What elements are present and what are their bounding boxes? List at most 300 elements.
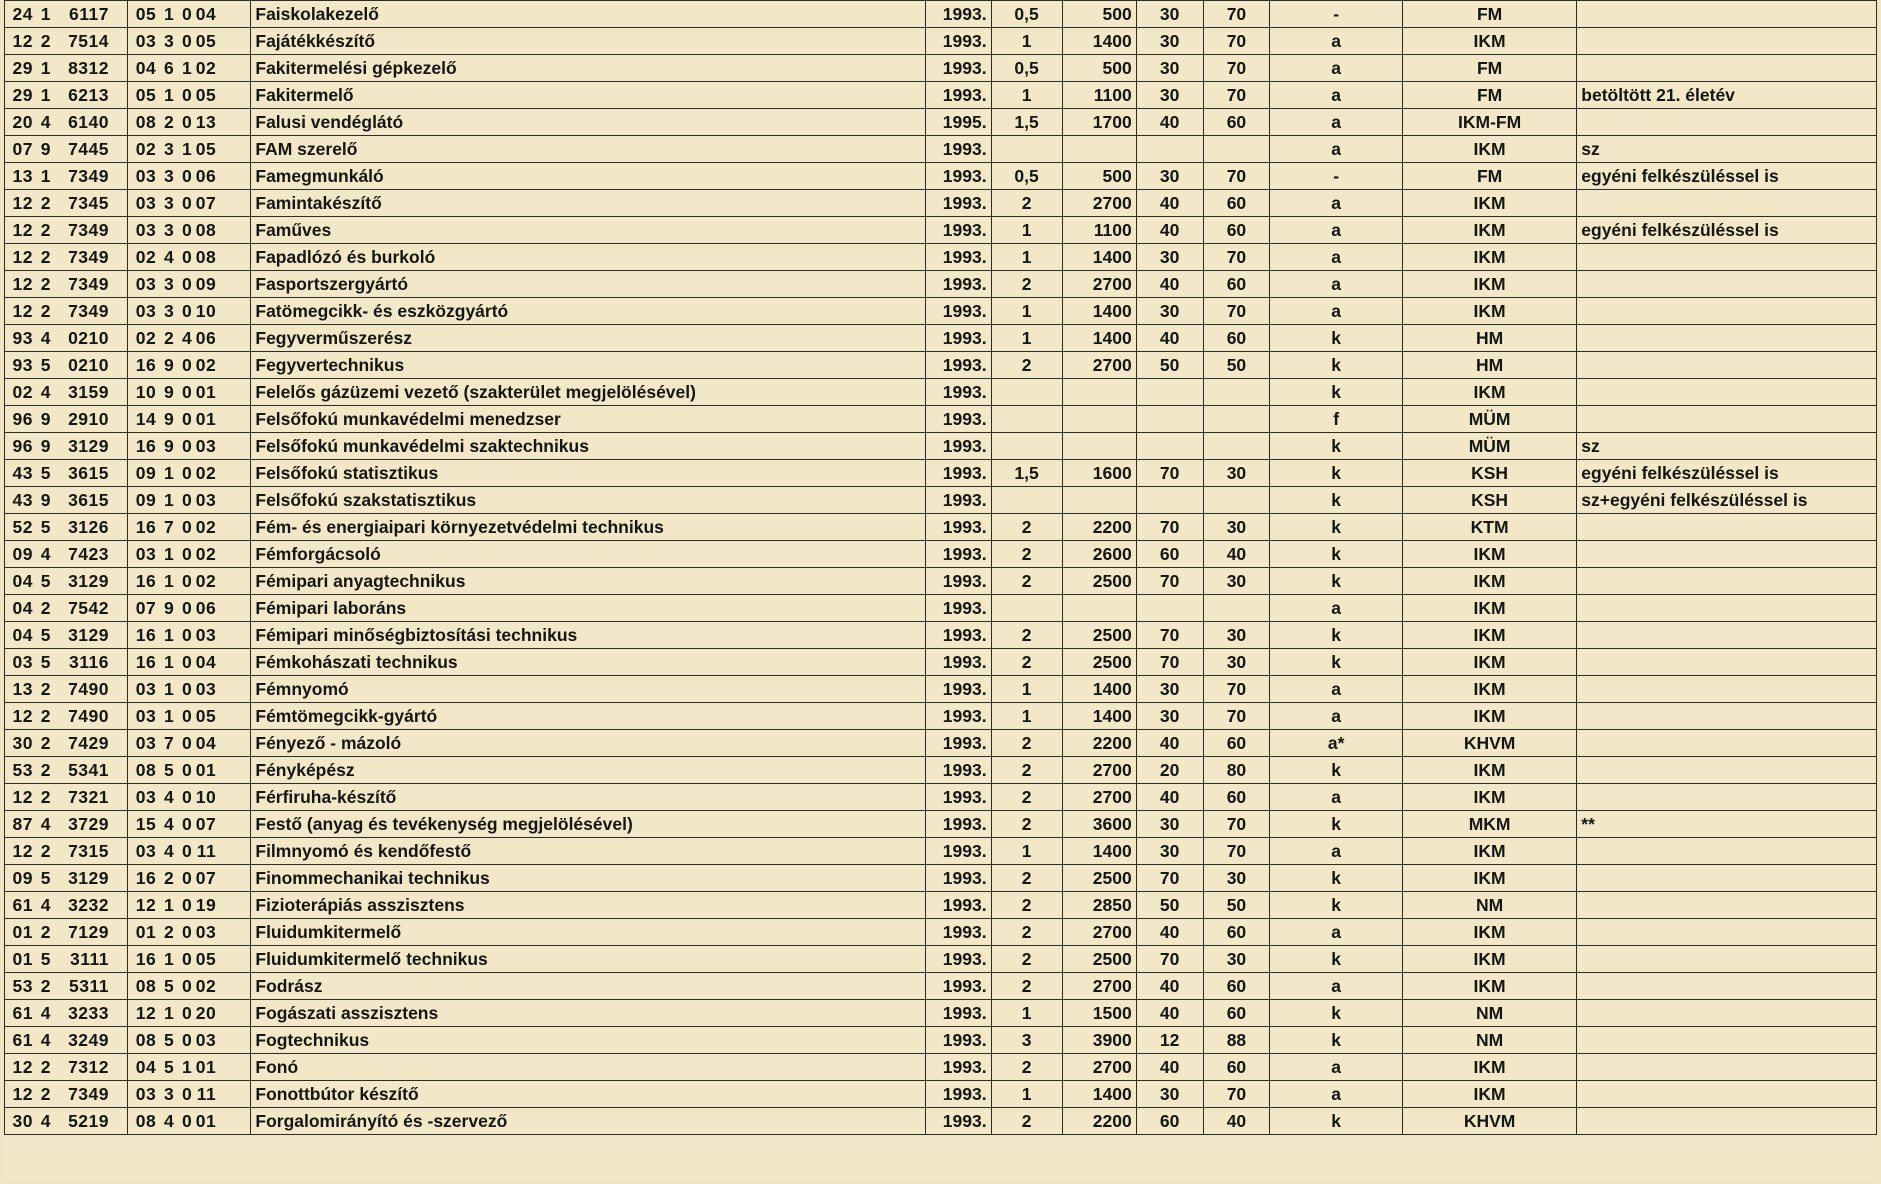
hours-cell [1062, 1108, 1136, 1135]
hours-cell [1062, 136, 1136, 163]
year-cell [925, 352, 991, 379]
theory-value: 30 [1159, 814, 1180, 834]
duration-value: 2 [1021, 814, 1032, 834]
register-number-part: 1 [181, 58, 193, 78]
theory-cell [1136, 82, 1203, 109]
hours-cell [1062, 190, 1136, 217]
register-number-part: 05 [195, 85, 217, 105]
occupation-code-part: 2 [40, 679, 51, 699]
occupation-code-part: 2 [40, 274, 51, 294]
register-number-cell [128, 433, 251, 460]
occupation-code-part: 07 [12, 139, 33, 159]
practice-value: 40 [1226, 1111, 1247, 1131]
authority-value: NM [1475, 1003, 1504, 1023]
table-row [5, 406, 1877, 433]
hours-cell [1062, 163, 1136, 190]
hours-cell [1062, 676, 1136, 703]
register-number-cell [128, 757, 251, 784]
register-number-part: 0 [181, 463, 193, 483]
note-cell [1577, 568, 1877, 595]
occupation-name-cell [251, 649, 925, 676]
register-number-cell [128, 946, 251, 973]
occupation-code-cell [5, 514, 128, 541]
hours-value: 2200 [1092, 517, 1132, 537]
authority-cell [1402, 298, 1576, 325]
practice-value: 60 [1226, 328, 1247, 348]
theory-cell [1136, 217, 1203, 244]
table-row [5, 1, 1877, 28]
theory-value: 30 [1159, 841, 1180, 861]
type-value: k [1331, 1111, 1341, 1131]
authority-cell [1402, 1081, 1576, 1108]
occupation-name-cell [251, 865, 925, 892]
authority-cell [1402, 55, 1576, 82]
year-cell [925, 757, 991, 784]
practice-cell [1203, 487, 1270, 514]
occupation-name: Fémtömegcikk-gyártó [255, 706, 438, 726]
table-row [5, 730, 1877, 757]
year-value: 1993. [942, 4, 987, 24]
register-number-part: 0 [181, 733, 193, 753]
type-value: a [1331, 31, 1341, 51]
hours-value: 1400 [1092, 328, 1132, 348]
occupation-code-part: 3233 [68, 1003, 109, 1023]
occupation-code-part: 3159 [68, 382, 109, 402]
register-number-part: 6 [163, 58, 175, 78]
note-cell [1577, 28, 1877, 55]
type-cell [1270, 1000, 1403, 1027]
register-number-part: 01 [135, 922, 157, 942]
register-number-part: 04 [195, 4, 217, 24]
hours-cell [1062, 1000, 1136, 1027]
practice-value: 60 [1226, 1003, 1247, 1023]
authority-cell [1402, 1054, 1576, 1081]
occupation-name-cell [251, 1054, 925, 1081]
occupation-name: Famintakészítő [255, 193, 382, 213]
occupation-code-part: 2 [40, 31, 51, 51]
year-value: 1993. [942, 355, 987, 375]
register-number-part: 0 [181, 1003, 193, 1023]
year-value: 1993. [942, 922, 987, 942]
practice-value: 30 [1226, 463, 1247, 483]
register-number-cell [128, 1027, 251, 1054]
table-row [5, 514, 1877, 541]
occupation-code-part: 7490 [68, 679, 109, 699]
practice-value: 60 [1226, 1057, 1247, 1077]
year-cell [925, 379, 991, 406]
occupation-code-part: 7514 [68, 31, 109, 51]
register-number-cell [128, 487, 251, 514]
practice-value: 60 [1226, 976, 1247, 996]
practice-cell [1203, 1081, 1270, 1108]
authority-cell [1402, 244, 1576, 271]
table-row [5, 703, 1877, 730]
note-value: sz [1581, 139, 1600, 159]
occupation-name-cell [251, 352, 925, 379]
register-number-part: 16 [135, 625, 157, 645]
note-cell [1577, 136, 1877, 163]
occupation-code-part: 96 [12, 436, 33, 456]
year-cell [925, 676, 991, 703]
type-cell [1270, 271, 1403, 298]
year-value: 1993. [942, 1057, 987, 1077]
occupation-code-part: 12 [12, 301, 33, 321]
hours-cell [1062, 217, 1136, 244]
note-cell [1577, 1027, 1877, 1054]
register-number-part: 0 [181, 517, 193, 537]
practice-cell [1203, 82, 1270, 109]
hours-cell [1062, 325, 1136, 352]
year-cell [925, 622, 991, 649]
occupation-code-cell [5, 595, 128, 622]
register-number-part: 09 [195, 274, 217, 294]
occupation-name-cell [251, 109, 925, 136]
register-number-part: 20 [195, 1003, 217, 1023]
table-row [5, 622, 1877, 649]
occupation-code-part: 3129 [68, 625, 109, 645]
practice-cell [1203, 28, 1270, 55]
duration-value: 2 [1021, 733, 1032, 753]
register-number-part: 1 [163, 571, 175, 591]
duration-value: 1 [1021, 706, 1032, 726]
occupation-name: Filmnyomó és kendőfestő [255, 841, 472, 861]
type-cell [1270, 514, 1403, 541]
authority-cell [1402, 649, 1576, 676]
occupation-name: Faiskolakezelő [255, 4, 379, 24]
hours-cell [1062, 622, 1136, 649]
occupation-code-part: 13 [12, 166, 33, 186]
table-row [5, 676, 1877, 703]
authority-value: IKM-FM [1458, 112, 1522, 132]
theory-value: 20 [1159, 760, 1180, 780]
register-number-part: 01 [195, 760, 217, 780]
occupation-code-part: 12 [12, 31, 33, 51]
duration-cell [991, 163, 1062, 190]
duration-cell [991, 406, 1062, 433]
occupation-code-part: 7490 [68, 706, 109, 726]
type-value: - [1333, 4, 1340, 24]
year-cell [925, 811, 991, 838]
occupation-code-cell [5, 325, 128, 352]
authority-value: IKM [1473, 1084, 1506, 1104]
occupation-name: Fémforgácsoló [255, 544, 381, 564]
year-value: 1993. [942, 841, 987, 861]
hours-value: 1500 [1092, 1003, 1132, 1023]
table-row [5, 136, 1877, 163]
register-number-part: 01 [195, 409, 217, 429]
register-number-part: 06 [195, 328, 217, 348]
occupation-code-part: 04 [12, 571, 33, 591]
register-number-part: 3 [163, 193, 175, 213]
theory-value: 40 [1159, 193, 1180, 213]
type-value: k [1331, 949, 1341, 969]
hours-cell [1062, 811, 1136, 838]
authority-value: IKM [1473, 220, 1506, 240]
theory-cell [1136, 379, 1203, 406]
duration-cell [991, 28, 1062, 55]
register-number-cell [128, 190, 251, 217]
register-number-part: 08 [195, 247, 217, 267]
hours-value: 2200 [1092, 1111, 1132, 1131]
practice-cell [1203, 1108, 1270, 1135]
year-cell [925, 1108, 991, 1135]
practice-cell [1203, 892, 1270, 919]
duration-cell [991, 1027, 1062, 1054]
year-cell [925, 28, 991, 55]
register-number-part: 4 [163, 1111, 175, 1131]
occupation-name: Fémnyomó [255, 679, 349, 699]
year-value: 1993. [942, 544, 987, 564]
duration-value: 1 [1021, 328, 1032, 348]
duration-cell [991, 1081, 1062, 1108]
duration-cell [991, 973, 1062, 1000]
register-number-cell [128, 352, 251, 379]
hours-value: 500 [1102, 4, 1132, 24]
occupation-name-cell [251, 1081, 925, 1108]
occupation-name: Felsőfokú statisztikus [255, 463, 439, 483]
hours-cell [1062, 28, 1136, 55]
register-number-part: 16 [135, 652, 157, 672]
authority-cell [1402, 1, 1576, 28]
duration-cell [991, 946, 1062, 973]
practice-value: 70 [1226, 706, 1247, 726]
hours-value: 1400 [1092, 679, 1132, 699]
register-number-part: 03 [135, 301, 157, 321]
theory-cell [1136, 1000, 1203, 1027]
duration-value: 2 [1021, 274, 1032, 294]
table-row [5, 109, 1877, 136]
year-cell [925, 406, 991, 433]
practice-value: 70 [1226, 85, 1247, 105]
theory-value: 50 [1159, 895, 1180, 915]
occupation-code-cell [5, 946, 128, 973]
authority-value: FM [1476, 166, 1503, 186]
occupation-code-part: 2 [40, 193, 51, 213]
practice-value: 60 [1226, 193, 1247, 213]
year-value: 1993. [942, 247, 987, 267]
authority-cell [1402, 757, 1576, 784]
table-row [5, 352, 1877, 379]
occupation-code-part: 12 [12, 1084, 33, 1104]
occupation-code-cell [5, 109, 128, 136]
theory-value: 40 [1159, 787, 1180, 807]
year-value: 1993. [942, 436, 987, 456]
year-value: 1993. [942, 382, 987, 402]
occupation-code-part: 2910 [68, 409, 109, 429]
type-cell [1270, 28, 1403, 55]
occupation-code-part: 3126 [68, 517, 109, 537]
register-number-part: 4 [181, 328, 193, 348]
register-number-cell [128, 703, 251, 730]
type-cell [1270, 1054, 1403, 1081]
authority-value: IKM [1473, 139, 1506, 159]
register-number-cell [128, 244, 251, 271]
type-cell [1270, 55, 1403, 82]
occupation-code-part: 4 [40, 1030, 51, 1050]
theory-cell [1136, 190, 1203, 217]
register-number-cell [128, 460, 251, 487]
hours-cell [1062, 568, 1136, 595]
occupation-code-part: 29 [12, 85, 33, 105]
duration-value: 3 [1021, 1030, 1032, 1050]
duration-cell [991, 55, 1062, 82]
authority-value: IKM [1473, 274, 1506, 294]
type-value: k [1331, 652, 1341, 672]
authority-cell [1402, 730, 1576, 757]
type-cell [1270, 325, 1403, 352]
year-value: 1993. [942, 949, 987, 969]
register-number-cell [128, 811, 251, 838]
type-cell [1270, 136, 1403, 163]
register-number-part: 0 [181, 247, 193, 267]
occupation-code-cell [5, 892, 128, 919]
note-cell [1577, 487, 1877, 514]
occupation-code-part: 7349 [68, 301, 109, 321]
duration-value: 2 [1021, 787, 1032, 807]
register-number-part: 0 [181, 436, 193, 456]
year-cell [925, 460, 991, 487]
occupation-name: Férfiruha-készítő [255, 787, 397, 807]
register-number-cell [128, 514, 251, 541]
occupation-name-cell [251, 433, 925, 460]
duration-value: 2 [1021, 355, 1032, 375]
practice-cell [1203, 109, 1270, 136]
register-number-part: 1 [163, 706, 175, 726]
year-value: 1993. [942, 1003, 987, 1023]
theory-cell [1136, 541, 1203, 568]
register-number-part: 02 [135, 139, 157, 159]
authority-value: IKM [1473, 652, 1506, 672]
register-number-part: 02 [195, 58, 217, 78]
hours-value: 2500 [1092, 625, 1132, 645]
hours-cell [1062, 244, 1136, 271]
register-number-part: 03 [135, 787, 157, 807]
occupation-code-cell [5, 1108, 128, 1135]
hours-cell [1062, 649, 1136, 676]
table-row [5, 757, 1877, 784]
year-cell [925, 136, 991, 163]
hours-cell [1062, 109, 1136, 136]
authority-cell [1402, 838, 1576, 865]
register-number-part: 10 [195, 301, 217, 321]
occupation-code-part: 2 [40, 760, 51, 780]
occupation-code-part: 9 [40, 409, 51, 429]
duration-value: 0,5 [1014, 58, 1039, 78]
occupation-name-cell [251, 676, 925, 703]
year-value: 1993. [942, 1084, 987, 1104]
type-cell [1270, 622, 1403, 649]
theory-value: 30 [1159, 31, 1180, 51]
hours-value: 2500 [1092, 571, 1132, 591]
authority-value: KSH [1471, 490, 1509, 510]
register-number-part: 9 [163, 382, 175, 402]
duration-cell [991, 271, 1062, 298]
occupation-code-cell [5, 352, 128, 379]
occupation-code-part: 3249 [68, 1030, 109, 1050]
duration-cell [991, 1108, 1062, 1135]
occupation-code-part: 2 [40, 1084, 51, 1104]
type-cell [1270, 190, 1403, 217]
type-value: a [1331, 112, 1341, 132]
theory-cell [1136, 622, 1203, 649]
duration-cell [991, 757, 1062, 784]
register-number-part: 10 [135, 382, 157, 402]
authority-cell [1402, 406, 1576, 433]
duration-value: 2 [1021, 895, 1032, 915]
theory-value: 70 [1159, 625, 1180, 645]
duration-cell [991, 109, 1062, 136]
register-number-cell [128, 271, 251, 298]
type-cell [1270, 838, 1403, 865]
hours-cell [1062, 757, 1136, 784]
register-number-part: 1 [181, 139, 193, 159]
occupation-name: Fegyverműszerész [255, 328, 412, 348]
register-number-part: 06 [195, 598, 217, 618]
theory-cell [1136, 730, 1203, 757]
type-cell [1270, 676, 1403, 703]
register-number-part: 9 [163, 355, 175, 375]
authority-cell [1402, 865, 1576, 892]
occupation-code-part: 7349 [68, 220, 109, 240]
note-cell [1577, 622, 1877, 649]
note-cell [1577, 973, 1877, 1000]
duration-cell [991, 1054, 1062, 1081]
authority-value: IKM [1473, 1057, 1506, 1077]
hours-cell [1062, 541, 1136, 568]
type-value: a [1331, 139, 1341, 159]
table-row [5, 298, 1877, 325]
theory-cell [1136, 1054, 1203, 1081]
authority-cell [1402, 379, 1576, 406]
register-number-part: 0 [181, 193, 193, 213]
duration-value: 2 [1021, 949, 1032, 969]
occupation-code-part: 4 [40, 1111, 51, 1131]
note-cell [1577, 190, 1877, 217]
type-cell [1270, 82, 1403, 109]
occupation-name: Fatömegcikk- és eszközgyártó [255, 301, 509, 321]
note-cell [1577, 1000, 1877, 1027]
duration-cell [991, 433, 1062, 460]
type-value: a* [1327, 733, 1345, 753]
occupation-code-part: 52 [12, 517, 33, 537]
year-cell [925, 325, 991, 352]
register-number-cell [128, 676, 251, 703]
occupation-code-part: 04 [12, 625, 33, 645]
occupation-name: Fogtechnikus [255, 1030, 370, 1050]
occupation-code-cell [5, 406, 128, 433]
occupation-name-cell [251, 244, 925, 271]
register-number-part: 13 [195, 112, 217, 132]
duration-cell [991, 136, 1062, 163]
occupation-code-part: 4 [40, 328, 51, 348]
duration-cell [991, 352, 1062, 379]
hours-value: 2200 [1092, 733, 1132, 753]
occupation-name-cell [251, 28, 925, 55]
register-number-part: 16 [135, 355, 157, 375]
occupation-code-part: 1 [40, 166, 51, 186]
occupation-code-part: 8312 [68, 58, 109, 78]
occupation-name: Fasportszergyártó [255, 274, 409, 294]
duration-value: 2 [1021, 625, 1032, 645]
register-number-part: 3 [163, 139, 175, 159]
theory-cell [1136, 676, 1203, 703]
duration-cell [991, 244, 1062, 271]
practice-cell [1203, 541, 1270, 568]
theory-value: 40 [1159, 733, 1180, 753]
occupation-code-part: 2 [40, 976, 51, 996]
authority-value: IKM [1473, 868, 1506, 888]
occupation-code-part: 4 [40, 382, 51, 402]
